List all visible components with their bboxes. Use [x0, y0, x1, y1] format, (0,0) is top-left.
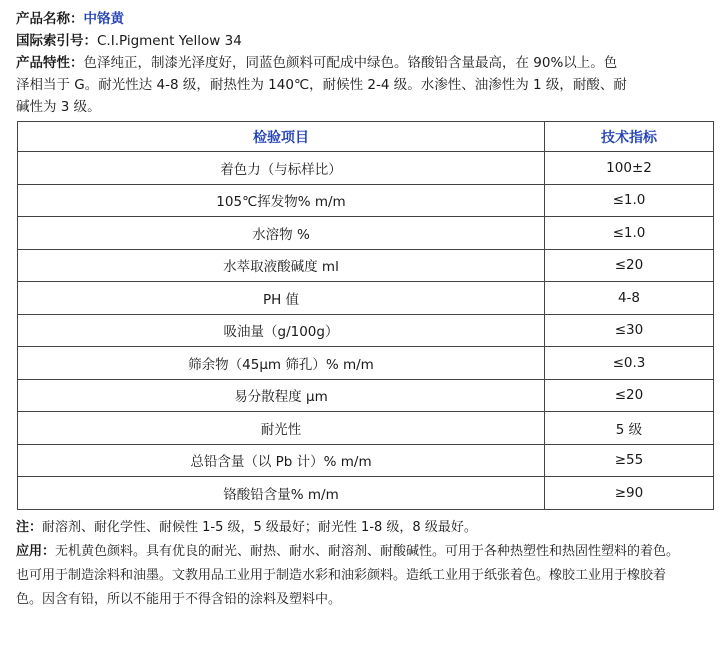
row-spec: ≤1.0 — [545, 184, 714, 217]
spec-table — [17, 121, 714, 510]
usage-line-1-wrap — [16, 540, 720, 564]
properties-label: 产品特性： — [16, 55, 84, 71]
table-row — [18, 217, 714, 250]
table-row — [18, 314, 714, 347]
header-item: 检验项目 — [18, 122, 545, 152]
note-text: 耐溶剂、耐化学性、耐候性 1-5 级，5 级最好；耐光性 1-8 级，8 级最好。 — [42, 519, 477, 535]
row-item: 水萃取液酸碱度 ml — [18, 249, 545, 282]
header-spec: 技术指标 — [545, 122, 714, 152]
row-item: 105℃挥发物% m/m — [18, 184, 545, 217]
notes-section — [16, 516, 720, 612]
usage-line-3: 色。因含有铅，所以不能用于不得含铅的涂料及塑料中。 — [16, 591, 342, 607]
table-row — [18, 184, 714, 217]
row-item: 耐光性 — [18, 412, 545, 445]
row-spec: ≤0.3 — [545, 347, 714, 380]
properties-line-1: 色泽纯正，制漆光泽度好，同蓝色颜料可配成中绿色。铬酸铅含量最高，在 90%以上。色 — [83, 55, 618, 71]
usage-line-1: 无机黄色颜料。具有优良的耐光、耐热、耐水、耐溶剂、耐酸碱性。可用于各种热塑性和热固性塑料的着色。 — [55, 543, 680, 559]
table-header-row — [18, 122, 714, 152]
usage-label: 应用： — [16, 543, 56, 559]
properties-paragraph — [16, 52, 720, 118]
product-name-label: 产品名称： — [16, 11, 84, 27]
row-item: 铬酸铅含量% m/m — [18, 477, 545, 510]
table-row — [18, 444, 714, 477]
row-spec: ≥55 — [545, 444, 714, 477]
index-value: C.I.Pigment Yellow 34 — [97, 33, 242, 49]
row-spec: 4-8 — [545, 282, 714, 315]
table-row — [18, 412, 714, 445]
note-label: 注： — [16, 519, 43, 535]
row-spec: ≤20 — [545, 379, 714, 412]
product-name-value: 中铬黄 — [83, 11, 124, 27]
row-spec: 100±2 — [545, 152, 714, 185]
table-row — [18, 347, 714, 380]
index-label: 国际索引号： — [16, 33, 97, 49]
table-row — [18, 282, 714, 315]
properties-line-2: 泽相当于 G。耐光性达 4-8 级，耐热性为 140℃，耐候性 2-4 级。水渗性、油渗性为 1 级，耐酸、耐 — [16, 77, 627, 93]
table-row — [18, 477, 714, 510]
row-item: PH 值 — [18, 282, 545, 315]
table-row — [18, 152, 714, 185]
index-line — [16, 30, 720, 52]
row-item: 总铅含量（以 Pb 计）% m/m — [18, 444, 545, 477]
row-item: 筛余物（45μm 筛孔）% m/m — [18, 347, 545, 380]
row-item: 易分散程度 μm — [18, 379, 545, 412]
table-row — [18, 379, 714, 412]
usage-line-2: 也可用于制造涂料和油墨。文教用品工业用于制造水彩和油彩颜料。造纸工业用于纸张着色。橡胶工业用于橡胶着 — [16, 567, 667, 583]
row-item: 水溶物 % — [18, 217, 545, 250]
row-item: 吸油量（g/100g） — [18, 314, 545, 347]
note-line — [16, 516, 720, 540]
row-item: 着色力（与标样比） — [18, 152, 545, 185]
row-spec: 5 级 — [545, 412, 714, 445]
product-name-line — [16, 8, 720, 30]
row-spec: ≥90 — [545, 477, 714, 510]
row-spec: ≤30 — [545, 314, 714, 347]
row-spec: ≤1.0 — [545, 217, 714, 250]
table-row — [18, 249, 714, 282]
properties-line-3: 碱性为 3 级。 — [16, 99, 101, 115]
document — [16, 8, 720, 612]
row-spec: ≤20 — [545, 249, 714, 282]
